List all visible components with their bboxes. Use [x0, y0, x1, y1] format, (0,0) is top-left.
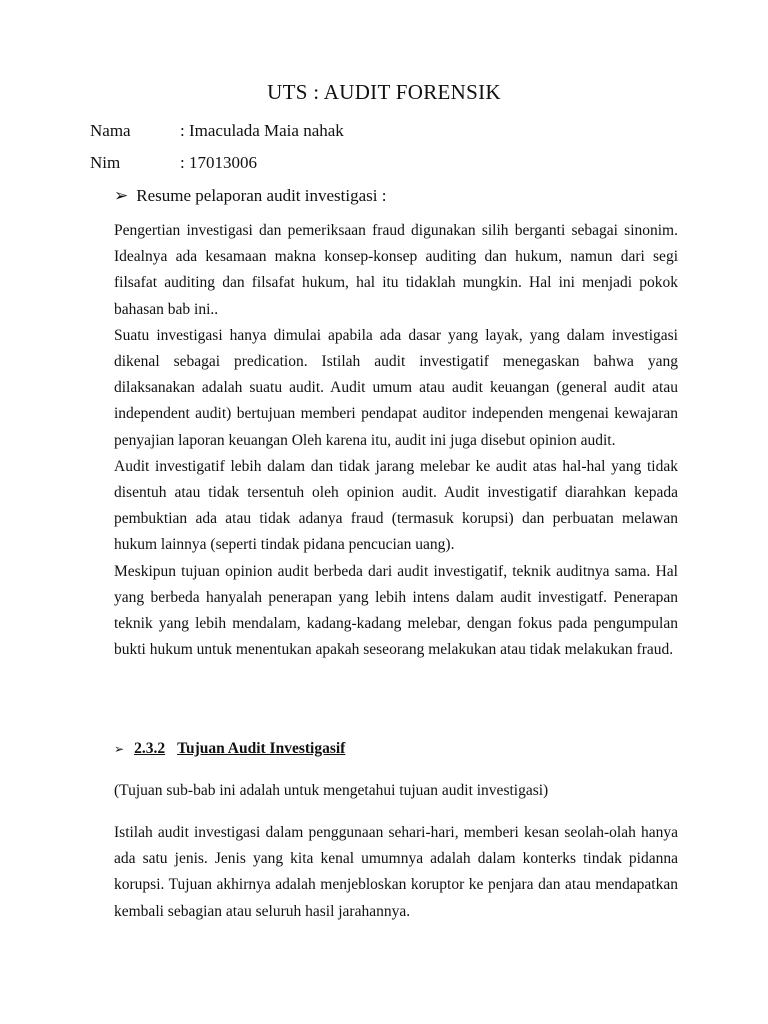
subsection-note: (Tujuan sub-bab ini adalah untuk mengetahui tujuan audit investigasi) — [114, 782, 549, 799]
paragraph: Suatu investigasi hanya dimulai apabila ada dasar yang layak, yang dalam investigasi dikenal sebagai predication. Istilah audit investigatif menegaskan bahwa yang dilaksanakan adalah suatu audit. Audit umum atau audit keuangan (general audit atau independent audit) bertujuan memberi pendapat auditor independen mengenai kewajaran penyajian laporan keuangan Oleh karena itu, audit ini juga disebut opinion audit. — [114, 326, 678, 449]
paragraph: Meskipun tujuan opinion audit berbeda dari audit investigatif, teknik auditnya sama. Hal yang berbeda hanyalah penerapan yang lebih intens dalam audit investigatf. Penerapan teknik yang lebih mendalam, kadang-kadang melebar, dengan fokus pada pengumpulan bukti hukum untuk menentukan apakah seseorang melakukan atau tidak melakukan fraud. — [114, 562, 678, 659]
name-value: : Imaculada Maia nahak — [180, 121, 344, 140]
subsection-heading — [114, 738, 345, 760]
section1-body — [114, 218, 678, 663]
name-field — [90, 120, 344, 142]
paragraph: Pengertian investigasi dan pemeriksaan fraud digunakan silih berganti sebagai sinonim. Idealnya ada kesamaan makna konsep-konsep auditing dan hukum, namun dari segi filsafat auditing dan filsafat hukum, hal itu tidaklah mungkin. Hal ini menjadi pokok bahasan bab ini.. — [114, 222, 678, 318]
paragraph: Audit investigatif lebih dalam dan tidak jarang melebar ke audit atas hal-hal yang tidak disentuh atau tidak tersentuh oleh opinion audit. Audit investigatif diarahkan kepada pembuktian ada atau tidak adanya fraud (termasuk korupsi) dan perbuatan melawan hukum lainnya (seperti tindak pidana pencucian uang). — [114, 457, 678, 554]
resume-heading-text: Resume pelaporan audit investigasi : — [136, 186, 387, 205]
subsection-title: Tujuan Audit Investigasif — [177, 740, 346, 757]
paragraph: Istilah audit investigasi dalam penggunaan sehari-hari, memberi kesan seolah-olah hanya ada satu jenis. Jenis yang kita kenal umumnya adalah dalam konterks tindak pidanna korupsi. Tujuan akhirnya adalah menjebloskan koruptor ke penjara dan atau mendapatkan kembali sebagian atau seluruh hasil jarahannya. — [114, 824, 678, 920]
arrow-bullet-icon: ➢ — [114, 742, 125, 756]
nim-field — [90, 152, 257, 174]
subsection-number: 2.3.2 — [134, 740, 166, 757]
nim-label: Nim — [90, 153, 121, 172]
document-title: UTS : AUDIT FORENSIK — [267, 80, 501, 104]
name-label: Nama — [90, 121, 131, 140]
resume-heading — [114, 185, 386, 207]
arrow-bullet-icon: ➢ — [114, 186, 129, 205]
section2-body — [114, 820, 678, 925]
nim-value: : 17013006 — [180, 153, 257, 172]
